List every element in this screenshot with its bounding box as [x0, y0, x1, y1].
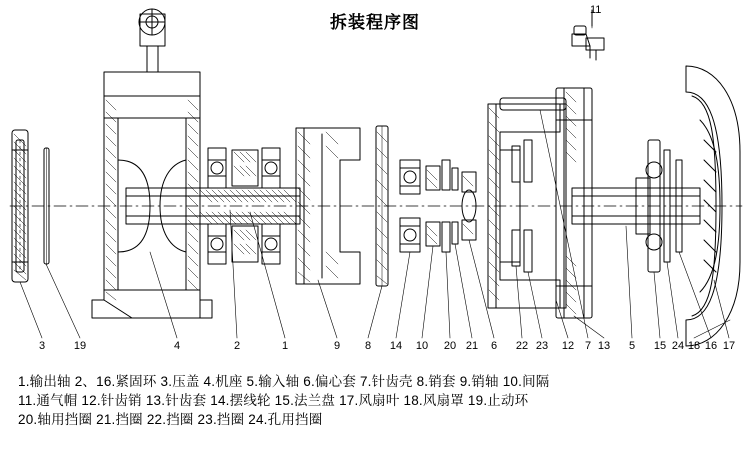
callout-15: 15	[653, 340, 667, 352]
callout-19: 19	[73, 340, 87, 352]
top-label-11: 11	[590, 4, 602, 16]
callout-10: 10	[415, 340, 429, 352]
callout-3: 3	[38, 340, 46, 352]
callout-16: 16	[704, 340, 718, 352]
callout-17: 17	[722, 340, 736, 352]
leader-lines	[20, 14, 730, 338]
callout-20: 20	[443, 340, 457, 352]
callout-23: 23	[535, 340, 549, 352]
callout-18: 18	[687, 340, 701, 352]
callout-22: 22	[515, 340, 529, 352]
callout-21: 21	[465, 340, 479, 352]
callout-7: 7	[584, 340, 592, 352]
callout-1: 1	[281, 340, 289, 352]
callout-13: 13	[597, 340, 611, 352]
legend-line-3: 20.轴用挡圈 21.挡圈 22.挡圈 23.挡圈 24.孔用挡圈	[18, 412, 323, 427]
callout-8: 8	[364, 340, 372, 352]
callout-14: 14	[389, 340, 403, 352]
callout-24: 24	[671, 340, 685, 352]
callout-9: 9	[333, 340, 341, 352]
callout-2: 2	[233, 340, 241, 352]
callout-6: 6	[490, 340, 498, 352]
part-housing-4	[92, 9, 212, 318]
part-breather-cap-11	[572, 10, 604, 60]
legend-line-2: 11.通气帽 12.针齿销 13.针齿套 14.摆线轮 15.法兰盘 17.风扇叶 18.风扇罩 19.止动环	[18, 393, 529, 408]
legend-line-1: 1.输出轴 2、16.紧固环 3.压盖 4.机座 5.输入轴 6.偏心套 7.针齿壳 8.销套 9.销轴 10.间隔	[18, 374, 550, 389]
page-title: 拆装程序图	[330, 13, 420, 32]
part-pin-tooth-sleeve-13	[556, 88, 592, 318]
parts-legend	[18, 372, 734, 429]
callout-number-row	[0, 340, 750, 364]
callout-12: 12	[561, 340, 575, 352]
callout-4: 4	[173, 340, 181, 352]
callout-5: 5	[628, 340, 636, 352]
